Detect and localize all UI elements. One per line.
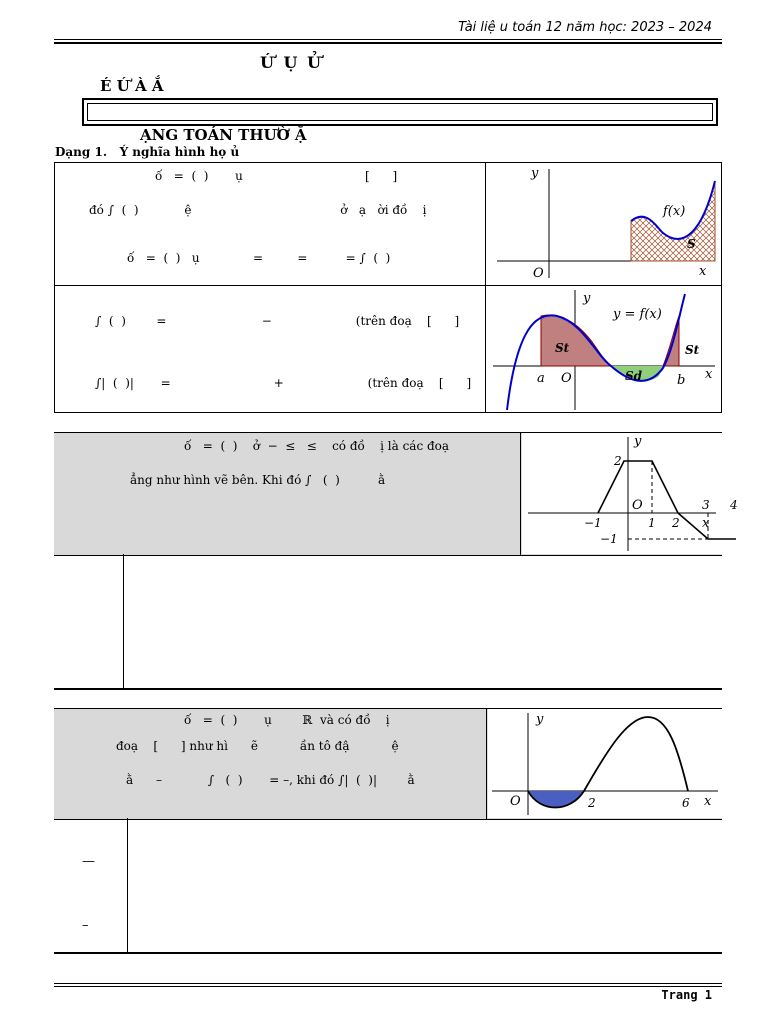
section-title: ẠNG TOÁN THƯỜ Ặ [140, 126, 307, 144]
tick-y-neg1: −1 [600, 532, 618, 546]
doc-title-line1: Ứ Ụ Ử [260, 53, 323, 72]
dang1-heading [55, 145, 239, 159]
box1-line1: ố = ( ) ụ [ ] [155, 169, 398, 183]
x-label: x [699, 264, 707, 279]
eq-label: y = f(x) [613, 307, 662, 322]
origin-label: O [561, 371, 572, 386]
answer-divider [127, 818, 128, 952]
Sd-label: Sd [625, 369, 643, 383]
tick-x-2: 2 [672, 516, 680, 530]
b-label: b [677, 373, 686, 388]
answer-area-1 [54, 554, 722, 690]
piecewise-line [598, 461, 736, 539]
piecewise-graph [522, 433, 738, 554]
tick-6: 6 [682, 796, 690, 810]
origin-label: O [510, 794, 521, 809]
area-graph-4 [488, 709, 722, 818]
title-frame [82, 98, 718, 126]
y-label: y [536, 712, 544, 727]
area-St-right [663, 316, 679, 366]
x-label: x [702, 516, 710, 531]
S-label: S [687, 237, 696, 251]
cell-divider [520, 433, 521, 555]
tick-x-4: 4 [730, 498, 738, 512]
cell-divider [485, 163, 486, 285]
x-label: x [704, 794, 712, 809]
box2-line2: ∫| ( )| = + (trên đoạ [ ] [95, 376, 472, 390]
box2-line1: ∫ ( ) = − (trên đoạ [ ] [95, 314, 460, 328]
question-1-box [54, 432, 738, 556]
tick-x-3: 3 [702, 498, 710, 512]
page-number: Trang 1 [661, 988, 712, 1002]
St-label: St [555, 341, 570, 355]
shaded-area-S [631, 181, 715, 261]
answer-mark-2: – [82, 918, 89, 933]
q1-line2: ẳng như hình vẽ bên. Khi đó ∫ ( ) ằ [130, 473, 386, 487]
tick-2: 2 [588, 796, 596, 810]
area-St-left [541, 315, 611, 366]
y-label: y [634, 434, 642, 449]
q2-line2: đoạ [ ] như hì ẽ ần tô đậ ệ [116, 739, 399, 753]
tick-x-neg1: −1 [584, 516, 602, 530]
footer-rule [54, 983, 722, 984]
header-title: Tài liệ u toán 12 năm học: 2023 – 2024 [458, 20, 712, 35]
q1-line1: ố = ( ) ở − ≤ ≤ có đồ ị là các đoạ [184, 439, 450, 453]
answer-area-2 [54, 818, 722, 954]
theory-box-2 [54, 285, 722, 413]
area-graph-2 [487, 286, 721, 412]
theory-box-1 [54, 162, 722, 286]
doc-title-line2: É Ứ À Ắ [100, 77, 164, 95]
origin-label: O [533, 266, 544, 281]
tick-y-2: 2 [614, 454, 622, 468]
tick-x-1: 1 [648, 516, 656, 530]
x-label: x [705, 367, 713, 382]
question-2-box [54, 708, 722, 820]
origin-label: O [632, 498, 643, 513]
dang1-text: Ý nghĩa hình họ ủ [119, 145, 240, 159]
cell-divider [486, 709, 487, 819]
q2-line3: ằ – ∫ ( ) = –, khi đó ∫| ( )| ằ [126, 773, 415, 787]
header-rule-thick [54, 42, 722, 44]
answer-mark-1: — [82, 854, 95, 869]
q2-line1: ố = ( ) ụ ℝ và có đồ ị [184, 713, 390, 727]
St2-label: St [685, 343, 700, 357]
box1-line2: đó ∫ ( ) ệ ở ạ ời đồ ị [89, 203, 427, 217]
footer-rule-2 [54, 986, 722, 987]
header-rule [54, 39, 722, 40]
a-label: a [537, 371, 545, 386]
fx-label: f(x) [663, 204, 686, 219]
area-graph-1 [487, 163, 721, 285]
box1-line3: ố = ( ) ụ = = = ∫ ( ) [127, 251, 391, 265]
y-label: y [531, 166, 539, 181]
cell-divider [485, 286, 486, 412]
dang1-label: Dạng 1. [55, 145, 108, 159]
y-label: y [583, 291, 591, 306]
answer-divider [123, 554, 124, 688]
